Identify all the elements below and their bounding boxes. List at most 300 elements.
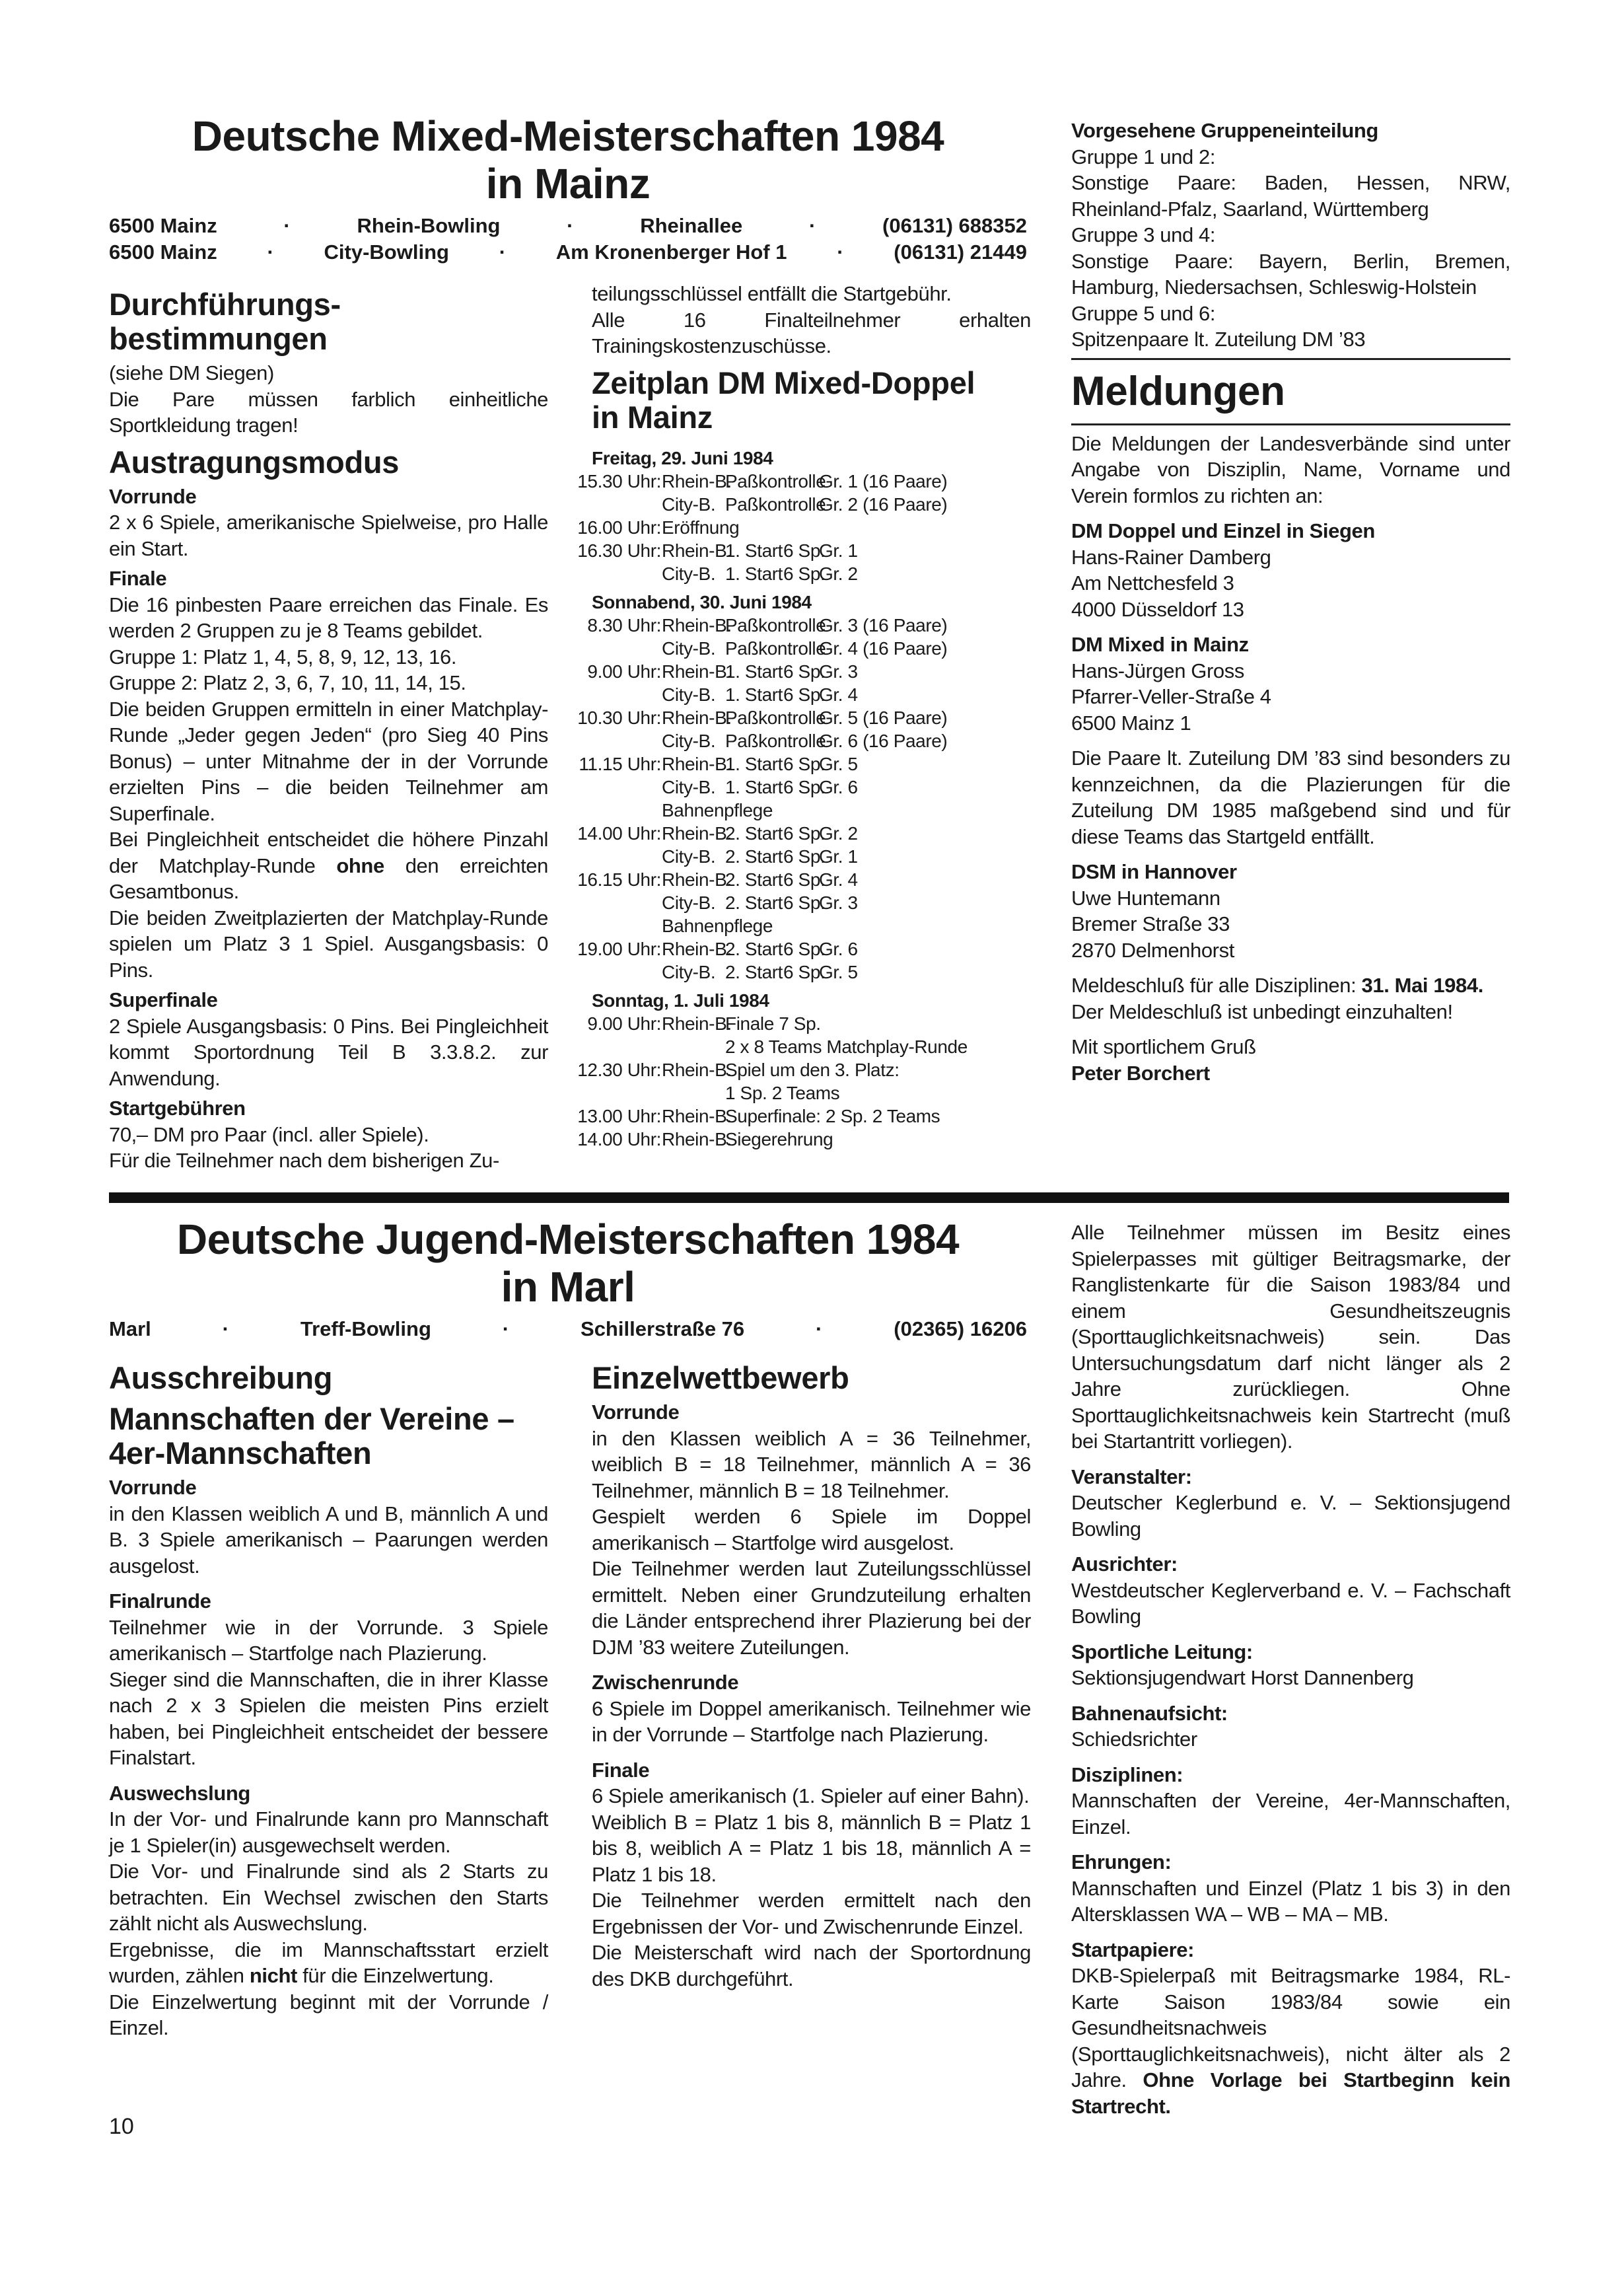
schedule-hall: Rhein-B. (662, 471, 732, 491)
schedule-activity: Paßkontrolle (725, 708, 826, 728)
mixed-title-line2: in Mainz (485, 160, 651, 207)
paragraph (109, 1122, 548, 1148)
address-field: (06131) 688352 (882, 214, 1027, 237)
text: Meldeschluß für alle Disziplinen: (1071, 974, 1362, 997)
schedule-hall: City-B. (662, 494, 716, 515)
schedule-row (577, 1105, 1031, 1128)
schedule-activity: 1. Start (725, 661, 783, 682)
paragraph (109, 670, 548, 696)
schedule-hall: Rhein-B. (662, 540, 732, 561)
text: Sieger sind die Mannschaften, die in ihrer Klasse nach 2 x 3 Spielen die meisten Pins erzielt haben, bei Pingleichheit entscheidet der bessere Finalstart. (109, 1667, 548, 1769)
text: Die beiden Zweitplazierten der Matchplay-Runde spielen um Platz 3 1 Spiel. Ausgangsbasis: 0 Pins. (109, 906, 548, 982)
text: (siehe DM Siegen) (109, 361, 274, 384)
paragraph (1071, 1963, 1510, 2119)
schedule-activity: 2. Start (725, 892, 783, 913)
schedule-hall: Bahnenpflege (662, 800, 773, 820)
subheading: Bahnenaufsicht: (1071, 1701, 1228, 1725)
heading-line: 4er-Mannschaften (109, 1435, 372, 1471)
paragraph (109, 509, 548, 562)
text: Gruppe 1 und 2: (1071, 145, 1216, 168)
subheading: DM Doppel und Einzel in Siegen (1071, 519, 1375, 542)
bold-text: nicht (249, 1964, 297, 1987)
mixed-right-column (1071, 114, 1510, 1086)
paragraph (1071, 885, 1510, 964)
schedule-games: 6 Sp. (783, 939, 826, 959)
section-heading (109, 287, 548, 356)
subheading: Vorrunde (109, 484, 197, 508)
text: In der Vor- und Finalrunde kann pro Mannschaft je 1 Spieler(in) ausgewechselt werden. (109, 1807, 548, 1857)
subheading: Superfinale (109, 988, 218, 1011)
schedule-row (587, 660, 1031, 683)
schedule-row (577, 868, 1031, 891)
paragraph (109, 1013, 548, 1092)
separator-dot: · (267, 240, 274, 264)
paragraph (592, 281, 1031, 307)
text: den erreichten Gesamtbonus. (109, 854, 548, 903)
schedule-row (592, 683, 1031, 706)
subheading: Disziplinen: (1071, 1762, 1183, 1786)
text: 6 Spiele amerikanisch (1. Spieler auf einer Bahn). (592, 1784, 1030, 1807)
subheading: Veranstalter: (1071, 1465, 1192, 1488)
text: teilungsschlüssel entfällt die Startgebühr. (592, 282, 952, 305)
address-field: Marl (109, 1317, 151, 1340)
text: Mannschaften und Einzel (Platz 1 bis 3) in den Altersklassen WA – WB – MA – MB. (1071, 1876, 1510, 1926)
subheading: Ehrungen: (1071, 1850, 1172, 1873)
text: Weiblich B = Platz 1 bis 8, männlich B = Platz 1 bis 8, weiblich A = Platz 1 bis 18, männlich A = Platz 1 bis 18. (592, 1810, 1031, 1886)
schedule-time: 16.15 Uhr: (577, 869, 661, 890)
paragraph (109, 644, 548, 671)
schedule-group: Gr. 1 (819, 846, 858, 867)
mixed-left-column (109, 281, 548, 1174)
separator-dot: · (502, 1317, 510, 1340)
schedule-games: 6 Sp. (783, 563, 826, 584)
paragraph (592, 307, 1031, 359)
schedule-row (592, 1081, 1031, 1105)
schedule-activity: Paßkontrolle (725, 494, 826, 515)
subheading: Ausrichter: (1071, 1552, 1178, 1576)
paragraph (1071, 1219, 1510, 1455)
youth-title-line2: in Marl (501, 1263, 635, 1311)
text: Sektionsjugendwart Horst Dannenberg (1071, 1666, 1414, 1689)
schedule-time: 15.30 Uhr: (577, 471, 661, 491)
paragraph (592, 1696, 1031, 1748)
heading-line: Zeitplan DM Mixed-Doppel (592, 365, 975, 400)
section-heading (592, 366, 1031, 435)
schedule-activity: Paßkontrolle (725, 731, 826, 751)
schedule-games: 6 Sp. (783, 540, 826, 561)
text: in den Klassen weiblich A und B, männlich A und B. 3 Spiele amerikanisch – Paarungen werden ausgelost. (109, 1502, 548, 1578)
paragraph (1071, 1490, 1510, 1542)
schedule-group: Gr. 2 (16 Paare) (819, 494, 948, 515)
subheading: Zwischenrunde (592, 1671, 739, 1694)
schedule-time: 19.00 Uhr: (577, 939, 661, 959)
address-field: City-Bowling (324, 240, 449, 264)
schedule-hall: Rhein-B. (662, 939, 732, 959)
subheading: DSM in Hannover (1071, 860, 1237, 883)
schedule-activity: 2. Start (725, 939, 783, 959)
text: Der Meldeschluß ist unbedingt einzuhalten! (1071, 999, 1453, 1023)
text: Gespielt werden 6 Spiele im Doppel amerikanisch – Startfolge wird ausgelost. (592, 1505, 1031, 1554)
text: Die Teilnehmer werden ermittelt nach den Ergebnissen der Vor- und Zwischenrunde Einzel. (592, 1889, 1031, 1938)
subheading: Finalrunde (109, 1589, 211, 1613)
heading-line: Durchführungs- (109, 287, 341, 322)
text: Teilnehmer wie in der Vorrunde. 3 Spiele amerikanisch – Startfolge nach Plazierung. (109, 1615, 548, 1665)
address-field: Am Kronenberger Hof 1 (555, 240, 787, 264)
subheading: Finale (592, 1758, 650, 1782)
subheading: Auswechslung (109, 1781, 250, 1805)
text: Gruppe 3 und 4: (1071, 223, 1216, 246)
schedule-row (577, 539, 1031, 562)
address-field: Schillerstraße 76 (581, 1317, 745, 1340)
schedule-time: 12.30 Uhr: (577, 1060, 661, 1080)
text: 6 Spiele im Doppel amerikanisch. Teilnehmer wie in der Vorrunde – Startfolge nach Plazierung. (592, 1696, 1031, 1746)
schedule-games: 6 Sp. (783, 869, 826, 890)
youth-address (109, 1316, 1027, 1342)
schedule-time: 16.00 Uhr: (577, 517, 661, 538)
separator-dot: · (567, 214, 574, 237)
separator-dot: · (283, 214, 291, 237)
paragraph (1071, 544, 1510, 623)
schedule-games: 6 Sp. (783, 777, 826, 797)
schedule-day: Freitag, 29. Juni 1984 (592, 448, 773, 468)
subheading: Startpapiere: (1071, 1938, 1195, 1961)
schedule-activity: Superfinale: 2 Sp. 2 Teams (725, 1106, 940, 1126)
schedule-group: Gr. 5 (819, 754, 858, 774)
address-row (109, 213, 1027, 239)
section-title: Meldungen (1071, 368, 1285, 414)
schedule-activity: 2 x 8 Teams Matchplay-Runde (725, 1036, 968, 1057)
subheading: Vorgesehene Gruppeneinteilung (1071, 119, 1378, 142)
text: Ergebnisse, die im Mannschaftsstart erzielt wurden, zählen (109, 1938, 548, 1987)
text: für die Einzelwertung. (297, 1964, 494, 1987)
text: Die beiden Gruppen ermitteln in einer Matchplay-Runde „Jeder gegen Jeden“ (pro Sieg 40 Pins Bonus) – unter Mitnahme der in der Vorrunde erzielten Pins – die beiden Teilnehmer am Superfinale. (109, 697, 548, 825)
paragraph (1071, 745, 1510, 850)
schedule-row (592, 493, 1031, 516)
separator-dot: · (499, 240, 507, 264)
schedule-row (592, 562, 1031, 585)
schedule-hall: City-B. (662, 638, 716, 659)
schedule-activity: Siegerehrung (725, 1129, 833, 1149)
schedule-hall: City-B. (662, 892, 716, 913)
schedule-row (579, 752, 1031, 776)
paragraph (592, 1940, 1031, 1992)
paragraph (1071, 326, 1510, 353)
schedule-games: 6 Sp. (783, 754, 826, 774)
text: Sonstige Paare: Baden, Hessen, NRW, Rheinland-Pfalz, Saarland, Württemberg (1071, 171, 1510, 221)
heading-line: bestimmungen (109, 321, 328, 356)
schedule-hall: Rhein-B. (662, 1106, 732, 1126)
schedule-row (577, 470, 1031, 493)
subheading: Finale (109, 567, 167, 590)
schedule-row (592, 1035, 1031, 1058)
address-line: 4000 Düsseldorf 13 (1071, 597, 1244, 621)
mixed-addresses (109, 213, 1027, 266)
schedule-group: Gr. 5 (16 Paare) (819, 708, 948, 728)
paragraph (592, 1783, 1031, 1809)
address-row (109, 1316, 1027, 1342)
text: Die Einzelwertung beginnt mit der Vorrunde / Einzel. (109, 1990, 548, 2039)
address-line: 2870 Delmenhorst (1071, 938, 1234, 962)
schedule-group: Gr. 6 (819, 939, 858, 959)
text: Mannschaften der Vereine, 4er-Mannschaften, Einzel. (1071, 1789, 1510, 1838)
schedule-time: 9.00 Uhr: (587, 661, 661, 682)
paragraph (1071, 1788, 1510, 1840)
paragraph (1071, 658, 1510, 737)
text: Gruppe 1: Platz 1, 4, 5, 8, 9, 12, 13, 16. (109, 645, 457, 669)
heading-line: Austragungsmodus (109, 444, 400, 480)
text: Die Pare müssen farblich einheitliche Sportkleidung tragen! (109, 387, 548, 437)
schedule-group: Gr. 3 (819, 892, 858, 913)
text: Die Vor- und Finalrunde sind als 2 Starts zu betrachten. Ein Wechsel zwischen den Starts zählt nicht als Auswechslung. (109, 1860, 548, 1935)
paragraph (1071, 1578, 1510, 1630)
schedule-group: Gr. 3 (16 Paare) (819, 615, 948, 636)
text: Die Meldungen der Landesverbände sind unter Angabe von Disziplin, Name, Vorname und Verein formlos zu richten an: (1071, 431, 1510, 507)
address-line: Bremer Straße 33 (1071, 912, 1230, 935)
text: Die Paare lt. Zuteilung DM ’83 sind besonders zu kennzeichnen, da die Plazierungen für die Zuteilung DM 1985 maßgebend sind und für diese Teams das Startgeld entfällt. (1071, 746, 1510, 848)
bold-text: 31. Mai 1984. (1361, 974, 1483, 997)
paragraph (1071, 1875, 1510, 1928)
schedule-hall: Rhein-B. (662, 708, 732, 728)
paragraph (109, 386, 548, 439)
address-row (109, 239, 1027, 266)
paragraph (109, 696, 548, 827)
paragraph (109, 1667, 548, 1771)
schedule-games: 6 Sp. (783, 684, 826, 705)
schedule-row (592, 891, 1031, 914)
schedule-group: Gr. 4 (819, 684, 858, 705)
paragraph (592, 1887, 1031, 1940)
schedule-hall: Rhein-B. (662, 1013, 732, 1034)
text: Westdeutscher Keglerverband e. V. – Fachschaft Bowling (1071, 1578, 1510, 1628)
text: Gruppe 2: Platz 2, 3, 6, 7, 10, 11, 14, 15. (109, 671, 466, 694)
youth-left-column (109, 1354, 548, 2041)
schedule-time: 14.00 Uhr: (577, 1129, 661, 1149)
address-line: 6500 Mainz 1 (1071, 711, 1191, 735)
schedule-activity: Paßkontrolle (725, 615, 826, 636)
heading-line: in Mainz (592, 399, 713, 435)
paragraph (1071, 222, 1510, 248)
text: Spitzenpaare lt. Zuteilung DM ’83 (1071, 328, 1366, 351)
schedule-group: Gr. 2 (819, 563, 858, 584)
schedule-time: 11.15 Uhr: (579, 754, 661, 774)
text: Deutscher Keglerbund e. V. – Sektionsjugend Bowling (1071, 1491, 1510, 1541)
horizontal-rule (1071, 358, 1510, 360)
paragraph (109, 826, 548, 905)
text: Bei Pingleichheit entscheidet die höhere Pinzahl der Matchplay-Runde (109, 828, 548, 877)
subheading: DM Mixed in Mainz (1071, 633, 1249, 656)
mixed-middle-column (592, 281, 1031, 439)
schedule-games: 6 Sp. (783, 823, 826, 844)
paragraph (1071, 999, 1510, 1025)
schedule-time: 16.30 Uhr: (577, 540, 661, 561)
text: Die 16 pinbesten Paare erreichen das Finale. Es werden 2 Gruppen zu je 8 Teams gebildet. (109, 593, 548, 642)
paragraph (109, 1989, 548, 2041)
schedule-activity: 1 Sp. 2 Teams (725, 1083, 840, 1103)
schedule-row (587, 614, 1031, 637)
schedule-hall: City-B. (662, 846, 716, 867)
paragraph (109, 1615, 548, 1667)
separator-dot: · (816, 1317, 823, 1340)
schedule-hall: City-B. (662, 777, 716, 797)
schedule-time: 10.30 Uhr: (577, 708, 661, 728)
schedule-row (592, 637, 1031, 660)
horizontal-rule (1071, 423, 1510, 425)
paragraph (1071, 972, 1510, 999)
schedule-activity: 1. Start (725, 777, 783, 797)
section-heading (109, 1361, 548, 1395)
mixed-schedule (577, 441, 1031, 1151)
text: 2 Spiele Ausgangsbasis: 0 Pins. Bei Pingleichheit kommt Sportordnung Teil B 3.3.8.2. zur Anwendung. (109, 1014, 548, 1090)
address-line: Hans-Jürgen Gross (1071, 659, 1244, 682)
schedule-hall: City-B. (662, 731, 716, 751)
mixed-title-line1: Deutsche Mixed-Meisterschaften 1984 (192, 112, 944, 160)
text: 70,– DM pro Paar (incl. aller Spiele). (109, 1122, 429, 1146)
paragraph (592, 1426, 1031, 1504)
text: Alle 16 Finalteilnehmer erhalten Trainingskostenzuschüsse. (592, 308, 1031, 357)
address-field: 6500 Mainz (109, 214, 217, 237)
schedule-row (587, 1012, 1031, 1035)
schedule-activity: 1. Start (725, 754, 783, 774)
bold-text: Ohne Vorlage bei Startbeginn kein Startrecht. (1071, 2068, 1510, 2118)
page-number: 10 (109, 2114, 134, 2139)
heading-line: Ausschreibung (109, 1360, 333, 1395)
address-line: Pfarrer-Veller-Straße 4 (1071, 685, 1271, 708)
schedule-hall: Rhein-B. (662, 754, 732, 774)
paragraph (1071, 431, 1510, 509)
address-field: Treff-Bowling (300, 1317, 431, 1340)
heading-line: Mannschaften der Vereine – (109, 1401, 514, 1436)
subheading: Vorrunde (592, 1400, 680, 1424)
section-heading (592, 1361, 1031, 1395)
schedule-row (577, 516, 1031, 539)
text: Alle Teilnehmer müssen im Besitz eines Spielerpasses mit gültiger Beitragsmarke, der Ranglistenkarte für die Saison 1983/84 und einem Gesundheitszeugnis (Sporttauglichkeitsnachweis) sein. Das Untersuchungsdatum darf nicht länger als 2 Jahre zurückliegen. Ohne Sporttauglichkeitsnachweis kein Startrecht (muß bei Startantritt vorliegen). (1071, 1221, 1510, 1453)
text: Die Meisterschaft wird nach der Sportordnung des DKB durchgeführt. (592, 1941, 1031, 1990)
address-line: Uwe Huntemann (1071, 886, 1220, 910)
schedule-group: Gr. 1 (16 Paare) (819, 471, 948, 491)
schedule-group: Gr. 3 (819, 661, 858, 682)
youth-right-column (1071, 1219, 1510, 2119)
schedule-group: Gr. 6 (16 Paare) (819, 731, 948, 751)
paragraph (1071, 1034, 1510, 1060)
schedule-hall: Rhein-B. (662, 661, 732, 682)
text: Sonstige Paare: Bayern, Berlin, Bremen, Hamburg, Niedersachsen, Schleswig-Holstein (1071, 249, 1510, 299)
youth-title-line1: Deutsche Jugend-Meisterschaften 1984 (176, 1216, 960, 1263)
schedule-hall: City-B. (662, 563, 716, 584)
paragraph (592, 1556, 1031, 1660)
paragraph (1071, 248, 1510, 301)
paragraph (109, 1806, 548, 1858)
schedule-group: Gr. 4 (819, 869, 858, 890)
schedule-hall: Rhein-B. (662, 1060, 732, 1080)
schedule-day: Sonnabend, 30. Juni 1984 (592, 592, 812, 612)
schedule-day: Sonntag, 1. Juli 1984 (592, 990, 769, 1011)
schedule-group: Gr. 1 (819, 540, 858, 561)
schedule-time: 9.00 Uhr: (587, 1013, 661, 1034)
paragraph (592, 1809, 1031, 1888)
text: in den Klassen weiblich A = 36 Teilnehmer, weiblich B = 18 Teilnehmer, männlich A = 36 Teilnehmer, männlich B = 18 Teilnehmer. (592, 1426, 1031, 1502)
section-heading (109, 445, 548, 480)
schedule-activity: 2. Start (725, 869, 783, 890)
text: DKB-Spielerpaß mit Beitragsmarke 1984, RL-Karte Saison 1983/84 sowie ein Gesundheitsnachweis (Sporttauglichkeitsnachweis), nicht älter als 2 Jahre. (1071, 1964, 1510, 2091)
schedule-time: 14.00 Uhr: (577, 823, 661, 844)
schedule-row (577, 822, 1031, 845)
schedule-row (577, 1128, 1031, 1151)
paragraph (109, 360, 548, 386)
schedule-activity: Spiel um den 3. Platz: (725, 1060, 900, 1080)
schedule-hall: Rhein-B. (662, 1129, 732, 1149)
text: Gruppe 5 und 6: (1071, 301, 1216, 325)
schedule-games: 6 Sp. (783, 846, 826, 867)
schedule-activity: 2. Start (725, 823, 783, 844)
separator-dot: · (809, 214, 816, 237)
schedule-hall: City-B. (662, 684, 716, 705)
schedule-activity: Paßkontrolle (725, 471, 826, 491)
address-field: Rhein-Bowling (357, 214, 501, 237)
paragraph (109, 1937, 548, 1989)
paragraph (1071, 1665, 1510, 1691)
schedule-group: Gr. 2 (819, 823, 858, 844)
address-field: (06131) 21449 (894, 240, 1027, 264)
schedule-hall: Eröffnung (662, 517, 740, 538)
address-line: Hans-Rainer Damberg (1071, 545, 1271, 569)
schedule-row (577, 937, 1031, 961)
subheading: Startgebühren (109, 1097, 246, 1120)
schedule-group: Gr. 6 (819, 777, 858, 797)
schedule-row (592, 799, 1031, 822)
schedule-row (592, 961, 1031, 984)
paragraph (1071, 1726, 1510, 1753)
section-divider (109, 1192, 1509, 1203)
paragraph (1071, 144, 1510, 170)
schedule-hall: City-B. (662, 962, 716, 982)
schedule-time: 13.00 Uhr: (577, 1106, 661, 1126)
text: Für die Teilnehmer nach dem bisherigen Zu- (109, 1149, 499, 1172)
signature: Peter Borchert (1071, 1061, 1210, 1085)
schedule-row (592, 845, 1031, 868)
heading-line: Einzelwettbewerb (592, 1360, 849, 1395)
schedule-hall: Rhein-B. (662, 869, 732, 890)
paragraph (592, 1504, 1031, 1556)
text: Die Teilnehmer werden laut Zuteilungsschlüssel ermittelt. Neben einer Grundzuteilung erhalten die Länder entsprechend ihrer Plazierung bei der DJM ’83 weitere Zuteilungen. (592, 1557, 1031, 1659)
schedule-activity: Finale 7 Sp. (725, 1013, 821, 1034)
schedule-row (592, 729, 1031, 752)
schedule-activity: 2. Start (725, 846, 783, 867)
schedule-group: Gr. 4 (16 Paare) (819, 638, 948, 659)
separator-dot: · (222, 1317, 229, 1340)
section-heading (109, 1402, 548, 1471)
paragraph (109, 905, 548, 984)
schedule-games: 6 Sp. (783, 962, 826, 982)
schedule-activity: 2. Start (725, 962, 783, 982)
subheading: Vorrunde (109, 1476, 197, 1499)
schedule-hall: Rhein-B. (662, 615, 732, 636)
bold-text: ohne (336, 854, 384, 877)
schedule-activity: 1. Start (725, 684, 783, 705)
schedule-activity: 1. Start (725, 563, 783, 584)
paragraph (1071, 301, 1510, 327)
schedule-row (577, 706, 1031, 729)
address-field: 6500 Mainz (109, 240, 217, 264)
paragraph (109, 1147, 548, 1174)
schedule-hall: Rhein-B. (662, 823, 732, 844)
schedule-hall: Bahnenpflege (662, 916, 773, 936)
schedule-row (592, 914, 1031, 937)
schedule-row (577, 1058, 1031, 1081)
paragraph (109, 1501, 548, 1580)
subheading: Sportliche Leitung: (1071, 1640, 1253, 1663)
text: 2 x 6 Spiele, amerikanische Spielweise, pro Halle ein Start. (109, 511, 548, 560)
text: Mit sportlichem Gruß (1071, 1035, 1256, 1058)
